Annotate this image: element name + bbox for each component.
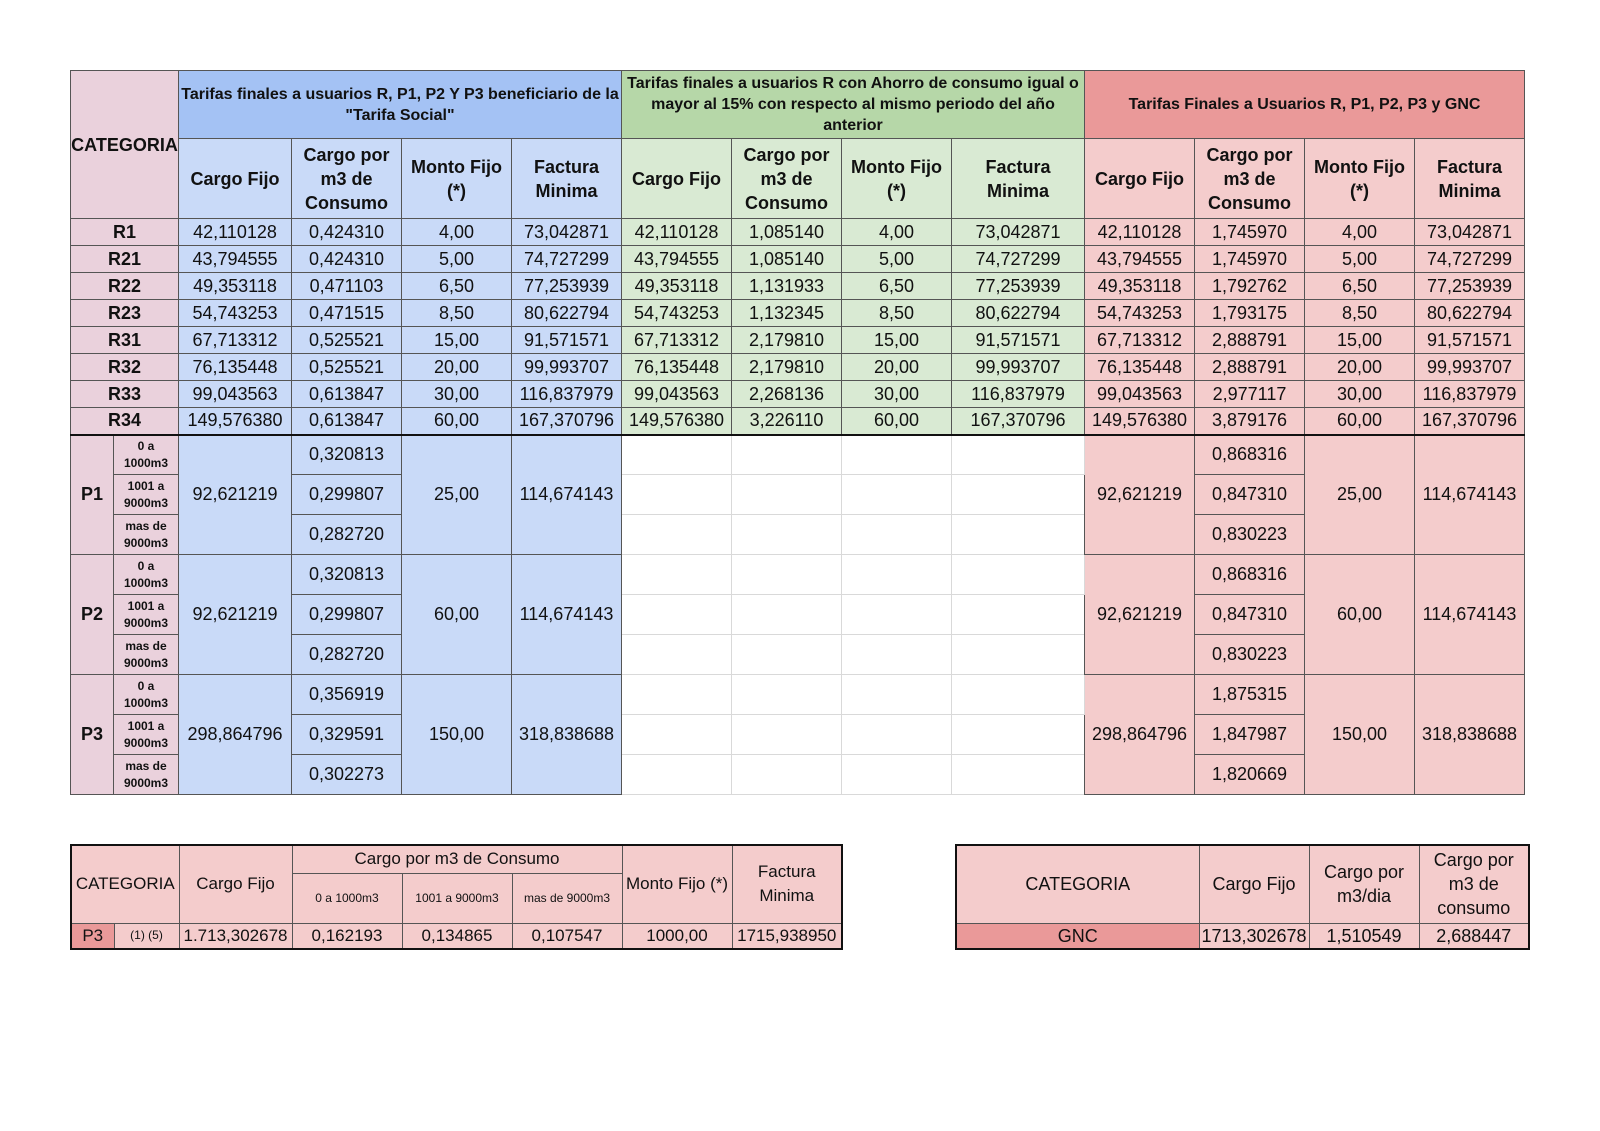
- cargo-fijo-value: 49,353118: [179, 273, 292, 300]
- table-row: [71, 381, 1525, 408]
- empty-cell: [732, 435, 842, 475]
- empty-cell: [952, 675, 1085, 715]
- category-label: R1: [71, 219, 179, 246]
- p3-cargo-fijo-value: 1.713,302678: [179, 923, 292, 949]
- cargo-fijo-value: 43,794555: [1085, 246, 1195, 273]
- factura-minima-value: 167,370796: [1415, 408, 1525, 435]
- cargo-m3-value: 0,356919: [292, 675, 402, 715]
- table-row: [71, 435, 1525, 475]
- empty-cell: [622, 555, 732, 595]
- table-row: [71, 675, 1525, 715]
- cargo-fijo-value: 54,743253: [622, 300, 732, 327]
- factura-minima-value: 73,042871: [512, 219, 622, 246]
- cargo-m3-value: 0,471515: [292, 300, 402, 327]
- p3-monto-value: 1000,00: [622, 923, 732, 949]
- monto-fijo-value: 5,00: [402, 246, 512, 273]
- cargo-m3-value: 1,745970: [1195, 246, 1305, 273]
- gnc-cargo-dia-value: 1,510549: [1309, 923, 1419, 949]
- empty-cell: [952, 475, 1085, 515]
- cargo-m3-value: 2,268136: [732, 381, 842, 408]
- monto-fijo-value: 8,50: [842, 300, 952, 327]
- cargo-fijo-value: 54,743253: [1085, 300, 1195, 327]
- monto-fijo-value: 30,00: [842, 381, 952, 408]
- empty-cell: [622, 675, 732, 715]
- empty-cell: [842, 435, 952, 475]
- cargo-fijo-value: 92,621219: [179, 555, 292, 675]
- cargo-m3-value: 0,613847: [292, 381, 402, 408]
- cargo-m3-value: 0,847310: [1195, 475, 1305, 515]
- monto-fijo-value: 20,00: [402, 354, 512, 381]
- group-header-ahorro: Tarifas finales a usuarios R con Ahorro de consumo igual o mayor al 15% con respecto al mismo periodo del año anterior: [622, 71, 1085, 139]
- empty-cell: [952, 755, 1085, 795]
- factura-minima-value: 99,993707: [1415, 354, 1525, 381]
- monto-fijo-value: 5,00: [1305, 246, 1415, 273]
- empty-cell: [622, 715, 732, 755]
- p3-categoria-header: CATEGORIA: [71, 845, 179, 923]
- empty-cell: [842, 755, 952, 795]
- monto-fijo-value: 150,00: [1305, 675, 1415, 795]
- consumption-range-label: 1001 a 9000m3: [114, 475, 179, 515]
- col-cargo-fijo: Cargo Fijo: [1085, 139, 1195, 219]
- cargo-m3-value: 0,302273: [292, 755, 402, 795]
- col-cargo-fijo: Cargo Fijo: [179, 139, 292, 219]
- category-label: P2: [71, 555, 114, 675]
- cargo-m3-value: 1,745970: [1195, 219, 1305, 246]
- monto-fijo-value: 4,00: [842, 219, 952, 246]
- p3-factura-minima-header: Factura Minima: [732, 845, 842, 923]
- p3-category-label: P3: [71, 923, 114, 949]
- factura-minima-value: 99,993707: [512, 354, 622, 381]
- factura-minima-value: 167,370796: [952, 408, 1085, 435]
- consumption-range-label: mas de 9000m3: [114, 755, 179, 795]
- cargo-m3-value: 0,329591: [292, 715, 402, 755]
- cargo-fijo-value: 149,576380: [1085, 408, 1195, 435]
- cargo-fijo-value: 92,621219: [1085, 435, 1195, 555]
- factura-minima-value: 74,727299: [1415, 246, 1525, 273]
- cargo-m3-value: 1,085140: [732, 246, 842, 273]
- gnc-category-label: GNC: [956, 923, 1199, 949]
- monto-fijo-value: 60,00: [842, 408, 952, 435]
- monto-fijo-value: 6,50: [402, 273, 512, 300]
- cargo-fijo-value: 67,713312: [622, 327, 732, 354]
- empty-cell: [842, 555, 952, 595]
- factura-minima-value: 318,838688: [512, 675, 622, 795]
- main-tariff-table: [70, 70, 1525, 795]
- consumption-range-label: 1001 a 9000m3: [114, 715, 179, 755]
- monto-fijo-value: 60,00: [1305, 555, 1415, 675]
- gnc-cargo-consumo-header: Cargo por m3 de consumo: [1419, 845, 1529, 923]
- gnc-categoria-header: CATEGORIA: [956, 845, 1199, 923]
- cargo-m3-value: 0,320813: [292, 555, 402, 595]
- table-row: [71, 354, 1525, 381]
- p3-special-table: [70, 844, 843, 950]
- p3-m3-value: 0,107547: [512, 923, 622, 949]
- cargo-fijo-value: 92,621219: [179, 435, 292, 555]
- col-factura-minima: Factura Minima: [512, 139, 622, 219]
- table-row: [71, 300, 1525, 327]
- factura-minima-value: 73,042871: [1415, 219, 1525, 246]
- cargo-m3-value: 0,830223: [1195, 515, 1305, 555]
- main-table-body: [71, 71, 1525, 795]
- factura-minima-value: 77,253939: [952, 273, 1085, 300]
- cargo-m3-value: 0,525521: [292, 327, 402, 354]
- empty-cell: [952, 635, 1085, 675]
- cargo-fijo-value: 43,794555: [622, 246, 732, 273]
- p3-range-header: mas de 9000m3: [512, 873, 622, 923]
- p3-range-header: 1001 a 9000m3: [402, 873, 512, 923]
- cargo-fijo-value: 99,043563: [179, 381, 292, 408]
- cargo-fijo-value: 149,576380: [179, 408, 292, 435]
- empty-cell: [842, 635, 952, 675]
- gnc-cargo-dia-header: Cargo por m3/dia: [1309, 845, 1419, 923]
- empty-cell: [952, 555, 1085, 595]
- monto-fijo-value: 6,50: [842, 273, 952, 300]
- factura-minima-value: 91,571571: [1415, 327, 1525, 354]
- cargo-m3-value: 3,879176: [1195, 408, 1305, 435]
- empty-cell: [842, 595, 952, 635]
- factura-minima-value: 116,837979: [1415, 381, 1525, 408]
- category-label: R22: [71, 273, 179, 300]
- table-row: [71, 219, 1525, 246]
- gnc-cargo-fijo-header: Cargo Fijo: [1199, 845, 1309, 923]
- empty-cell: [952, 515, 1085, 555]
- col-monto-fijo: Monto Fijo (*): [842, 139, 952, 219]
- factura-minima-value: 91,571571: [952, 327, 1085, 354]
- empty-cell: [952, 715, 1085, 755]
- cargo-m3-value: 0,830223: [1195, 635, 1305, 675]
- consumption-range-label: mas de 9000m3: [114, 515, 179, 555]
- p3-monto-fijo-header: Monto Fijo (*): [622, 845, 732, 923]
- gnc-table: [955, 844, 1530, 950]
- cargo-fijo-value: 43,794555: [179, 246, 292, 273]
- p3-m3-value: 0,162193: [292, 923, 402, 949]
- cargo-m3-value: 1,131933: [732, 273, 842, 300]
- factura-minima-value: 77,253939: [512, 273, 622, 300]
- table-row: [71, 273, 1525, 300]
- cargo-m3-value: 0,282720: [292, 515, 402, 555]
- cargo-m3-value: 0,868316: [1195, 555, 1305, 595]
- col-cargo-m3: Cargo por m3 de Consumo: [732, 139, 842, 219]
- factura-minima-value: 114,674143: [1415, 435, 1525, 555]
- factura-minima-value: 74,727299: [952, 246, 1085, 273]
- cargo-fijo-value: 76,135448: [622, 354, 732, 381]
- col-monto-fijo: Monto Fijo (*): [1305, 139, 1415, 219]
- monto-fijo-value: 20,00: [842, 354, 952, 381]
- monto-fijo-value: 8,50: [1305, 300, 1415, 327]
- monto-fijo-value: 15,00: [402, 327, 512, 354]
- empty-cell: [732, 715, 842, 755]
- monto-fijo-value: 60,00: [402, 408, 512, 435]
- table-row: [71, 555, 1525, 595]
- cargo-m3-value: 0,282720: [292, 635, 402, 675]
- cargo-m3-value: 1,085140: [732, 219, 842, 246]
- cargo-fijo-value: 42,110128: [622, 219, 732, 246]
- monto-fijo-value: 8,50: [402, 300, 512, 327]
- empty-cell: [622, 475, 732, 515]
- empty-cell: [732, 595, 842, 635]
- empty-cell: [842, 715, 952, 755]
- cargo-m3-value: 1,792762: [1195, 273, 1305, 300]
- monto-fijo-value: 30,00: [402, 381, 512, 408]
- cargo-m3-value: 3,226110: [732, 408, 842, 435]
- factura-minima-value: 80,622794: [512, 300, 622, 327]
- cargo-m3-value: 0,320813: [292, 435, 402, 475]
- factura-minima-value: 116,837979: [952, 381, 1085, 408]
- cargo-m3-value: 2,179810: [732, 354, 842, 381]
- factura-minima-value: 77,253939: [1415, 273, 1525, 300]
- cargo-fijo-value: 67,713312: [1085, 327, 1195, 354]
- categoria-header: CATEGORIA: [71, 71, 179, 219]
- category-label: R23: [71, 300, 179, 327]
- cargo-fijo-value: 67,713312: [179, 327, 292, 354]
- monto-fijo-value: 60,00: [402, 555, 512, 675]
- col-monto-fijo: Monto Fijo (*): [402, 139, 512, 219]
- cargo-fijo-value: 42,110128: [1085, 219, 1195, 246]
- factura-minima-value: 116,837979: [512, 381, 622, 408]
- cargo-m3-value: 0,471103: [292, 273, 402, 300]
- cargo-fijo-value: 92,621219: [1085, 555, 1195, 675]
- cargo-m3-value: 0,299807: [292, 475, 402, 515]
- cargo-m3-value: 2,888791: [1195, 327, 1305, 354]
- cargo-m3-value: 0,424310: [292, 219, 402, 246]
- category-label: P1: [71, 435, 114, 555]
- table-row: [71, 408, 1525, 435]
- empty-cell: [622, 595, 732, 635]
- consumption-range-label: 1001 a 9000m3: [114, 595, 179, 635]
- factura-minima-value: 114,674143: [512, 555, 622, 675]
- category-label: R32: [71, 354, 179, 381]
- cargo-fijo-value: 149,576380: [622, 408, 732, 435]
- col-cargo-fijo: Cargo Fijo: [622, 139, 732, 219]
- empty-cell: [842, 675, 952, 715]
- cargo-m3-value: 0,868316: [1195, 435, 1305, 475]
- monto-fijo-value: 30,00: [1305, 381, 1415, 408]
- col-cargo-m3: Cargo por m3 de Consumo: [292, 139, 402, 219]
- cargo-m3-value: 1,820669: [1195, 755, 1305, 795]
- empty-cell: [732, 755, 842, 795]
- group-header-finales: Tarifas Finales a Usuarios R, P1, P2, P3 y GNC: [1085, 71, 1525, 139]
- empty-cell: [622, 435, 732, 475]
- factura-minima-value: 91,571571: [512, 327, 622, 354]
- category-label: R33: [71, 381, 179, 408]
- p3-note: (1) (5): [114, 923, 179, 949]
- consumption-range-label: mas de 9000m3: [114, 635, 179, 675]
- cargo-fijo-value: 54,743253: [179, 300, 292, 327]
- cargo-m3-value: 0,424310: [292, 246, 402, 273]
- p3-cargo-m3-header: Cargo por m3 de Consumo: [292, 845, 622, 873]
- category-label: R21: [71, 246, 179, 273]
- factura-minima-value: 80,622794: [952, 300, 1085, 327]
- cargo-fijo-value: 76,135448: [179, 354, 292, 381]
- p3-m3-value: 0,134865: [402, 923, 512, 949]
- empty-cell: [732, 475, 842, 515]
- cargo-m3-value: 1,847987: [1195, 715, 1305, 755]
- consumption-range-label: 0 a 1000m3: [114, 555, 179, 595]
- cargo-m3-value: 0,847310: [1195, 595, 1305, 635]
- monto-fijo-value: 150,00: [402, 675, 512, 795]
- cargo-fijo-value: 298,864796: [1085, 675, 1195, 795]
- cargo-fijo-value: 42,110128: [179, 219, 292, 246]
- cargo-m3-value: 1,793175: [1195, 300, 1305, 327]
- factura-minima-value: 73,042871: [952, 219, 1085, 246]
- factura-minima-value: 167,370796: [512, 408, 622, 435]
- p3-cargo-fijo-header: Cargo Fijo: [179, 845, 292, 923]
- cargo-m3-value: 2,888791: [1195, 354, 1305, 381]
- factura-minima-value: 74,727299: [512, 246, 622, 273]
- monto-fijo-value: 20,00: [1305, 354, 1415, 381]
- empty-cell: [842, 475, 952, 515]
- empty-cell: [732, 515, 842, 555]
- category-label: R31: [71, 327, 179, 354]
- monto-fijo-value: 4,00: [402, 219, 512, 246]
- factura-minima-value: 114,674143: [1415, 555, 1525, 675]
- cargo-m3-value: 0,525521: [292, 354, 402, 381]
- empty-cell: [952, 435, 1085, 475]
- monto-fijo-value: 60,00: [1305, 408, 1415, 435]
- cargo-fijo-value: 49,353118: [622, 273, 732, 300]
- p3-factura-value: 1715,938950: [732, 923, 842, 949]
- monto-fijo-value: 4,00: [1305, 219, 1415, 246]
- empty-cell: [622, 755, 732, 795]
- category-label: R34: [71, 408, 179, 435]
- gnc-cargo-consumo-value: 2,688447: [1419, 923, 1529, 949]
- monto-fijo-value: 15,00: [1305, 327, 1415, 354]
- cargo-fijo-value: 298,864796: [179, 675, 292, 795]
- monto-fijo-value: 25,00: [1305, 435, 1415, 555]
- empty-cell: [732, 635, 842, 675]
- cargo-fijo-value: 99,043563: [1085, 381, 1195, 408]
- col-factura-minima: Factura Minima: [1415, 139, 1525, 219]
- gnc-cargo-fijo-value: 1713,302678: [1199, 923, 1309, 949]
- empty-cell: [622, 635, 732, 675]
- monto-fijo-value: 15,00: [842, 327, 952, 354]
- monto-fijo-value: 5,00: [842, 246, 952, 273]
- cargo-m3-value: 2,977117: [1195, 381, 1305, 408]
- empty-cell: [732, 555, 842, 595]
- col-factura-minima: Factura Minima: [952, 139, 1085, 219]
- factura-minima-value: 80,622794: [1415, 300, 1525, 327]
- consumption-range-label: 0 a 1000m3: [114, 675, 179, 715]
- empty-cell: [952, 595, 1085, 635]
- cargo-fijo-value: 76,135448: [1085, 354, 1195, 381]
- col-cargo-m3: Cargo por m3 de Consumo: [1195, 139, 1305, 219]
- p3-range-header: 0 a 1000m3: [292, 873, 402, 923]
- factura-minima-value: 114,674143: [512, 435, 622, 555]
- consumption-range-label: 0 a 1000m3: [114, 435, 179, 475]
- category-label: P3: [71, 675, 114, 795]
- empty-cell: [622, 515, 732, 555]
- factura-minima-value: 99,993707: [952, 354, 1085, 381]
- cargo-m3-value: 1,875315: [1195, 675, 1305, 715]
- cargo-fijo-value: 99,043563: [622, 381, 732, 408]
- empty-cell: [842, 515, 952, 555]
- factura-minima-value: 318,838688: [1415, 675, 1525, 795]
- cargo-m3-value: 0,613847: [292, 408, 402, 435]
- empty-cell: [732, 675, 842, 715]
- cargo-m3-value: 2,179810: [732, 327, 842, 354]
- group-header-social: Tarifas finales a usuarios R, P1, P2 Y P3 beneficiario de la "Tarifa Social": [179, 71, 622, 139]
- table-row: [71, 327, 1525, 354]
- monto-fijo-value: 6,50: [1305, 273, 1415, 300]
- cargo-m3-value: 0,299807: [292, 595, 402, 635]
- cargo-fijo-value: 49,353118: [1085, 273, 1195, 300]
- cargo-m3-value: 1,132345: [732, 300, 842, 327]
- monto-fijo-value: 25,00: [402, 435, 512, 555]
- table-row: [71, 246, 1525, 273]
